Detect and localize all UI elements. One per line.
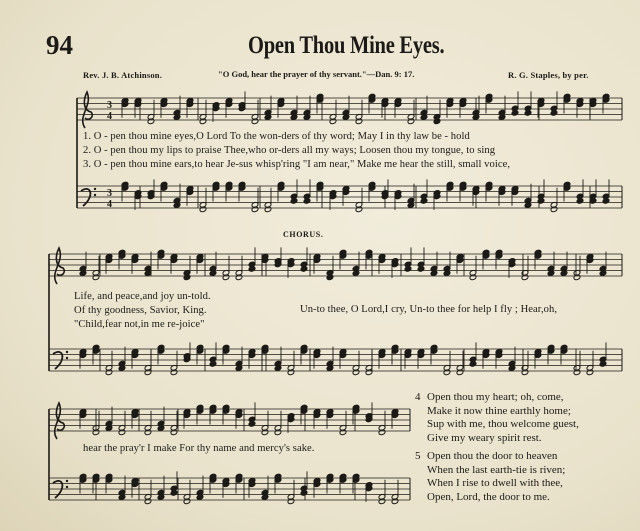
author-credit: Rev. J. B. Atchinson. [83, 70, 163, 80]
verse3-lyric-line: 3. O - pen thou mine ears,to hear Je-sus whisp'ring "I am near," Make me hear the still, small voice, [83, 159, 511, 170]
verse-line: Make it now thine earthly home; [427, 404, 571, 417]
verse2-lyric-line: 2. O - pen thou my lips to praise Thee,who or-ders all my ways; Loosen thou my tongue, to sing [83, 145, 496, 156]
svg-text:4: 4 [107, 111, 112, 122]
verse-line: When I rise to dwell with thee, [427, 477, 563, 490]
chorus-end-lyric: hear the pray'r I make For thy name and mercy's sake. [83, 443, 315, 454]
verse1-lyric-line: 1. O - pen thou mine eyes,O Lord To the won-ders of thy word; May I in thy law be - hold [83, 131, 470, 142]
verse-line: Open thou my heart; oh, come, [427, 391, 564, 403]
composer-credit: R. G. Staples, by per. [508, 70, 589, 80]
hymn-title: Open Thou Mine Eyes. [248, 32, 445, 59]
verse-line: Give my weary spirit rest. [427, 431, 542, 444]
verse2-end-lyric: Of thy goodness, Savior, King. [74, 305, 207, 316]
verse-line: Open, Lord, the door to me. [427, 490, 550, 503]
verse-line: When the last earth-tie is riven; [427, 463, 566, 476]
chorus-label: CHORUS. [283, 230, 324, 239]
verse3-end-lyric: "Child,fear not,in me re-joice" [74, 319, 205, 330]
verse-4-number: 4 [415, 391, 421, 403]
scripture-motto: "O God, hear the prayer of thy servant."—Dan. 9: 17. [218, 69, 415, 79]
chorus-lyric-line: Un-to thee, O Lord,I cry, Un-to thee for help I fly ; Hear,oh, [300, 304, 558, 315]
verse-5-text [427, 450, 565, 504]
verse1-end-lyric: Life, and peace,and joy un-told. [74, 291, 211, 302]
svg-text:3: 3 [107, 188, 112, 199]
svg-text:4: 4 [107, 199, 112, 210]
verse-line: Sup with me, thou welcome guest, [427, 418, 579, 431]
verse-line: Open thou the door to heaven [427, 450, 558, 462]
verse-4-text [427, 391, 579, 445]
hymn-number: 94 [46, 30, 73, 60]
verse-5-number: 5 [415, 450, 421, 462]
svg-text:3: 3 [107, 100, 112, 111]
